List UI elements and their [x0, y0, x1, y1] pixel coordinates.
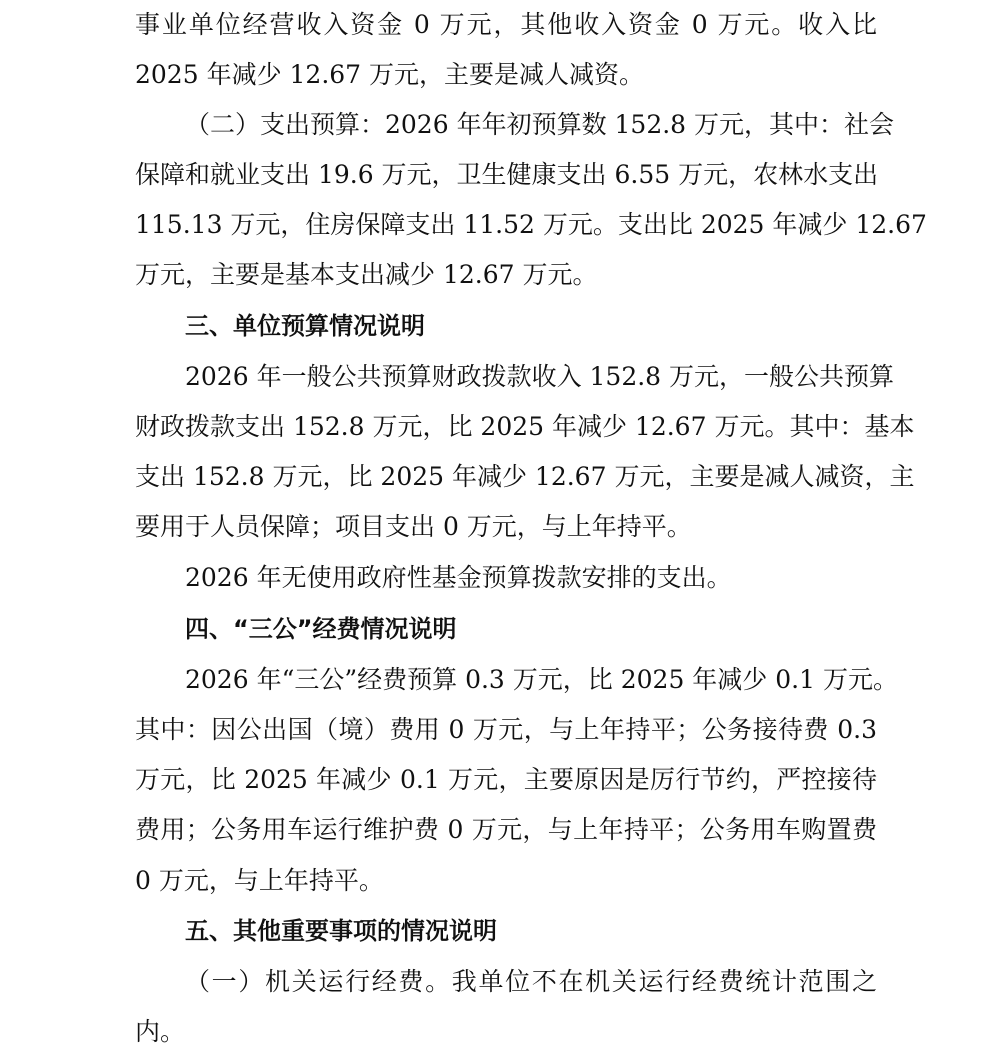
section-heading-5: 五、其他重要事项的情况说明: [185, 917, 497, 945]
text-line: 115.13 万元，住房保障支出 11.52 万元。支出比 2025 年减少 12.67: [135, 210, 927, 239]
text-line: 万元，比 2025 年减少 0.1 万元，主要原因是厉行节约，严控接待: [135, 765, 877, 794]
paragraph-start-line: 2026 年“三公”经费预算 0.3 万元，比 2025 年减少 0.1 万元。: [185, 665, 898, 694]
text-line: 万元，主要是基本支出减少 12.67 万元。: [135, 260, 598, 289]
text-line: 事业单位经营收入资金 0 万元，其他收入资金 0 万元。收入比: [135, 10, 877, 39]
text-line: 费用；公务用车运行维护费 0 万元，与上年持平；公务用车购置费: [135, 815, 877, 844]
text-line: 0 万元，与上年持平。: [135, 866, 384, 895]
paragraph-start-line: 2026 年无使用政府性基金预算拨款安排的支出。: [185, 563, 732, 592]
text-line: 支出 152.8 万元，比 2025 年减少 12.67 万元，主要是减人减资，主: [135, 462, 915, 491]
text-line: 内。: [135, 1017, 186, 1046]
text-line: 要用于人员保障；项目支出 0 万元，与上年持平。: [135, 512, 692, 541]
text-line: 2025 年减少 12.67 万元，主要是减人减资。: [135, 60, 645, 89]
text-line: 财政拨款支出 152.8 万元，比 2025 年减少 12.67 万元。其中：基本: [135, 412, 915, 441]
paragraph-start-line: 2026 年一般公共预算财政拨款收入 152.8 万元，一般公共预算: [185, 362, 895, 391]
section-heading-3: 三、单位预算情况说明: [185, 312, 425, 340]
text-line: 保障和就业支出 19.6 万元，卫生健康支出 6.55 万元，农林水支出: [135, 160, 879, 189]
paragraph-start-line: （一）机关运行经费。我单位不在机关运行经费统计范围之: [185, 967, 877, 996]
paragraph-start-line: （二）支出预算：2026 年年初预算数 152.8 万元，其中：社会: [185, 110, 895, 139]
section-heading-4: 四、“三公”经费情况说明: [185, 615, 457, 643]
text-line: 其中：因公出国（境）费用 0 万元，与上年持平；公务接待费 0.3: [135, 715, 877, 744]
